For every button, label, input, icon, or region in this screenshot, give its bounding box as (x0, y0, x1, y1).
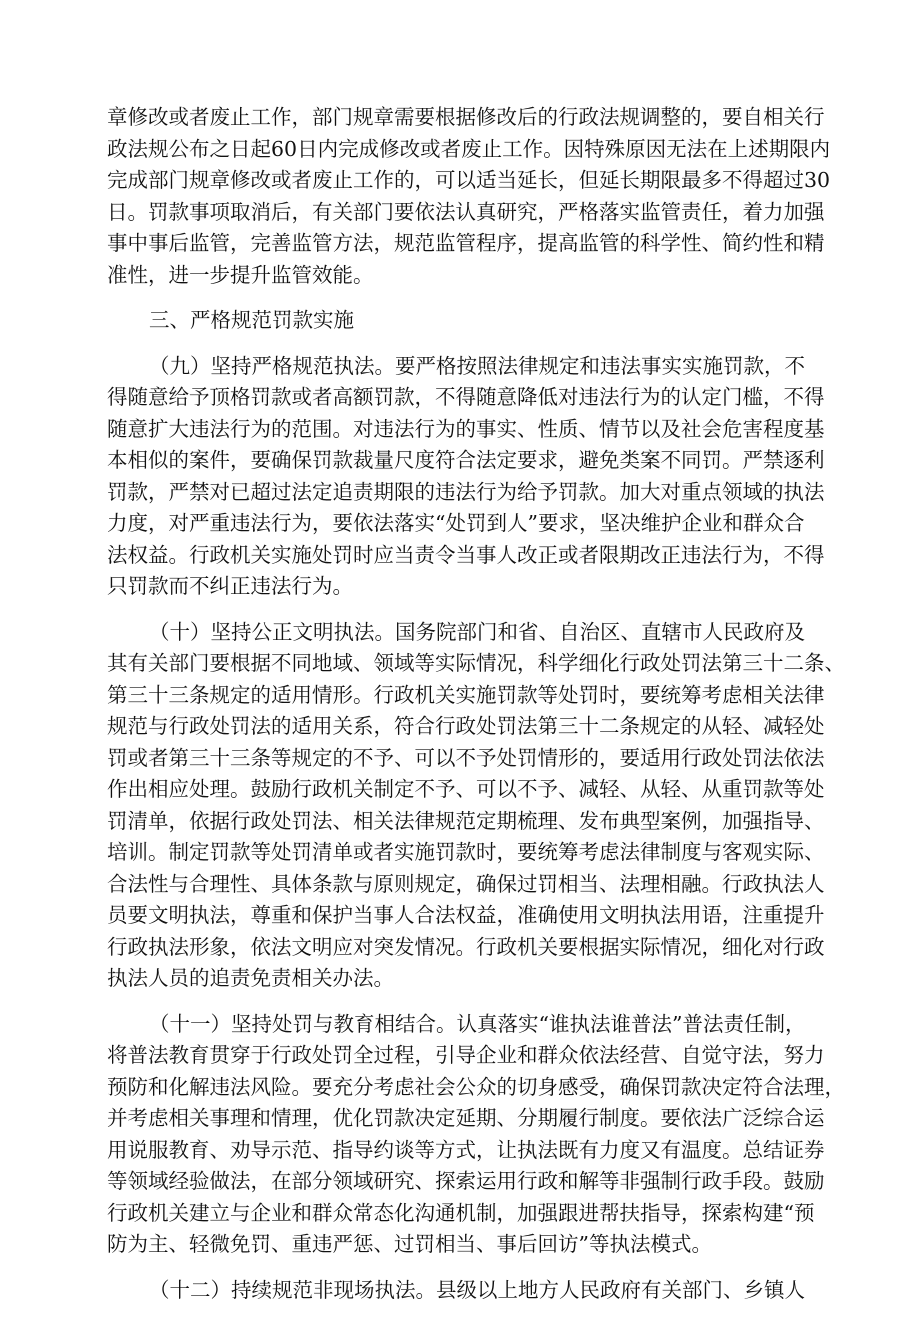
text-line: 只罚款而不纠正违法行为。 (107, 574, 353, 598)
text-line: （十一）坚持处罚与教育相结合。认真落实“谁执法谁普法”普法责任制， (149, 1011, 806, 1036)
text-line: 事中事后监管，完善监管方法，规范监管程序，提高监管的科学性、简约性和精 (107, 231, 825, 255)
text-line: 法权益。行政机关实施处罚时应当责令当事人改正或者限期改正违法行为，不得 (107, 542, 825, 567)
paragraph-11 (107, 1009, 845, 1261)
text-line: 执法人员的追责免责相关办法。 (107, 966, 394, 990)
text-line: 罚清单，依据行政处罚法、相关法律规范定期梳理、发布典型案例，加强指导、 (107, 808, 825, 833)
text-line: 完成部门规章修改或者废止工作的，可以适当延长，但延长期限最多不得超过30 (107, 168, 831, 192)
text-line: 培训。制定罚款等处罚清单或者实施罚款时，要统筹考虑法律制度与客观实际、 (107, 840, 825, 864)
text-line: 规范与行政处罚法的适用关系，符合行政处罚法第三十二条规定的从轻、减轻处 (107, 714, 825, 738)
paragraph-continuation (107, 102, 831, 291)
text-line: 力度，对严重违法行为，要依法落实“处罚到人”要求，坚决维护企业和群众合 (107, 511, 805, 535)
text-line: 预防和化解违法风险。要充分考虑社会公众的切身感受，确保罚款决定符合法理， (107, 1074, 845, 1099)
text-line: 其有关部门要根据不同地域、领域等实际情况，科学细化行政处罚法第三十二条、 (107, 651, 845, 675)
section-heading: 三、严格规范罚款实施 (149, 308, 354, 332)
text-line: （十二）持续规范非现场执法。县级以上地方人民政府有关部门、乡镇人 (149, 1277, 805, 1302)
text-line: 员要文明执法，尊重和保护当事人合法权益，准确使用文明执法用语，注重提升 (107, 903, 825, 927)
text-line: （十）坚持公正文明执法。国务院部门和省、自治区、直辖市人民政府及 (149, 619, 805, 644)
text-line: 章修改或者废止工作，部门规章需要根据修改后的行政法规调整的，要自相关行 (107, 105, 825, 129)
text-line: 随意扩大违法行为的范围。对违法行为的事实、性质、情节以及社会危害程度基 (107, 416, 825, 441)
text-line: 防为主、轻微免罚、重违严惩、过罚相当、事后回访”等执法模式。 (107, 1232, 712, 1256)
text-line: 政法规公布之日起60日内完成修改或者废止工作。因特殊原因无法在上述期限内 (107, 136, 831, 161)
text-line: 等领域经验做法，在部分领域研究、探索运用行政和解等非强制行政手段。鼓励 (107, 1169, 825, 1193)
text-line: 日。罚款事项取消后，有关部门要依法认真研究，严格落实监管责任，着力加强 (107, 199, 825, 224)
text-line: 本相似的案件，要确保罚款裁量尺度符合法定要求，避免类案不同罚。严禁逐利 (107, 448, 825, 472)
text-line: 第三十三条规定的适用情形。行政机关实施罚款等处罚时，要统筹考虑相关法律 (107, 682, 825, 707)
text-line: 得随意给予顶格罚款或者高额罚款，不得随意降低对违法行为的认定门槛，不得 (107, 385, 825, 409)
text-line: 将普法教育贯穿于行政处罚全过程，引导企业和群众依法经营、自觉守法，努力 (107, 1043, 825, 1067)
text-line: （九）坚持严格规范执法。要严格按照法律规定和违法事实实施罚款，不 (149, 353, 805, 378)
text-line: 行政机关建立与企业和群众常态化沟通机制，加强跟进帮扶指导，探索构建“预 (107, 1200, 815, 1225)
paragraph-12 (107, 1275, 817, 1307)
text-line: 并考虑相关事理和情理，优化罚款决定延期、分期履行制度。要依法广泛综合运 (107, 1106, 825, 1130)
paragraph-9 (107, 351, 825, 603)
text-line: 罚或者第三十三条等规定的不予、可以不予处罚情形的，要适用行政处罚法依法 (107, 745, 825, 770)
text-line: 合法性与合理性、具体条款与原则规定，确保过罚相当、法理相融。行政执法人 (107, 871, 825, 896)
text-line: 行政执法形象，依法文明应对突发情况。行政机关要根据实际情况，细化对行政 (107, 934, 825, 959)
text-line: 准性，进一步提升监管效能。 (107, 262, 374, 287)
document-page (107, 102, 845, 1320)
text-line: 用说服教育、劝导示范、指导约谈等方式，让执法既有力度又有温度。总结证券 (107, 1137, 825, 1162)
text-line: 罚款，严禁对已超过法定追责期限的违法行为给予罚款。加大对重点领域的执法 (107, 479, 825, 504)
paragraph-10 (107, 617, 845, 995)
text-line: 作出相应处理。鼓励行政机关制定不予、可以不予、减轻、从轻、从重罚款等处 (107, 777, 825, 801)
